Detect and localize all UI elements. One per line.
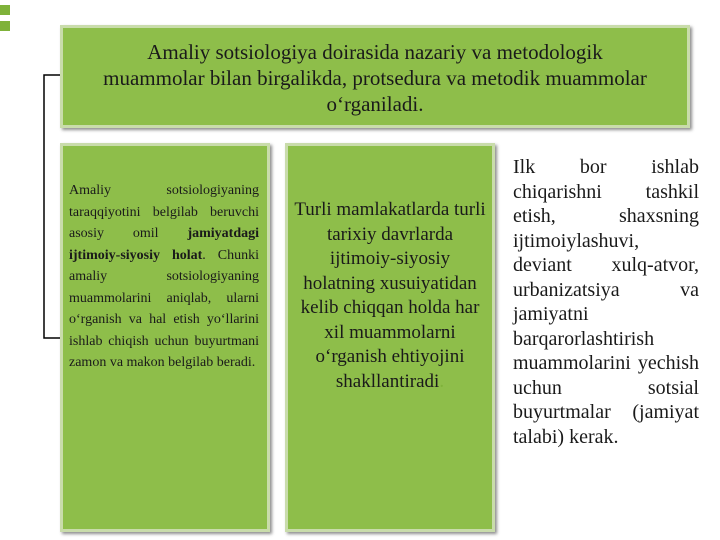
middle-need-box: [285, 143, 495, 532]
top-statement-box: [60, 25, 690, 128]
middle-need-text: Turli mamlakatlarda turli tarixiy davrlarda ijtimoiy-siyosiy holatning xusuiyatidan kelib chiqqan holda har xil muammolarni o‘rganish ehtiyojini shakllantiradi: [294, 199, 486, 392]
left-factor-text-end: . Chunki amaliy sotsiologiyaning muammolarini aniqlab, ularni o‘rganish va hal etish yo‘llarini ishlab chiqish uchun buyurtmani zamon va makon belgilab beradi.: [69, 247, 259, 370]
middle-need-end-mark: .: [439, 370, 445, 392]
top-statement-text: Amaliy sotsiologiya doirasida nazariy va metodologik muammolar bilan birgalikda, protsedura va metodik muammolar o‘rganiladi.: [103, 40, 647, 116]
left-factor-text-start: Amaliy sotsiologiyaning taraqqiyotini belgilab beruvchi asosiy omil: [69, 183, 259, 241]
right-description-text: Ilk bor ishlab chiqarishni tashkil etish, shaxsning ijtimoiylashuvi, deviant xulq-atvor, urbanizatsiya va jamiyatni barqarorlashtirish muammolarini yechish uchun sotsial buyurtmalar (jamiyat talabi) kerak.: [513, 156, 699, 448]
left-factor-box: [60, 143, 270, 532]
left-factor-bold-phrase: jamiyatdagi ijtimoiy-siyosiy holat: [69, 226, 259, 263]
